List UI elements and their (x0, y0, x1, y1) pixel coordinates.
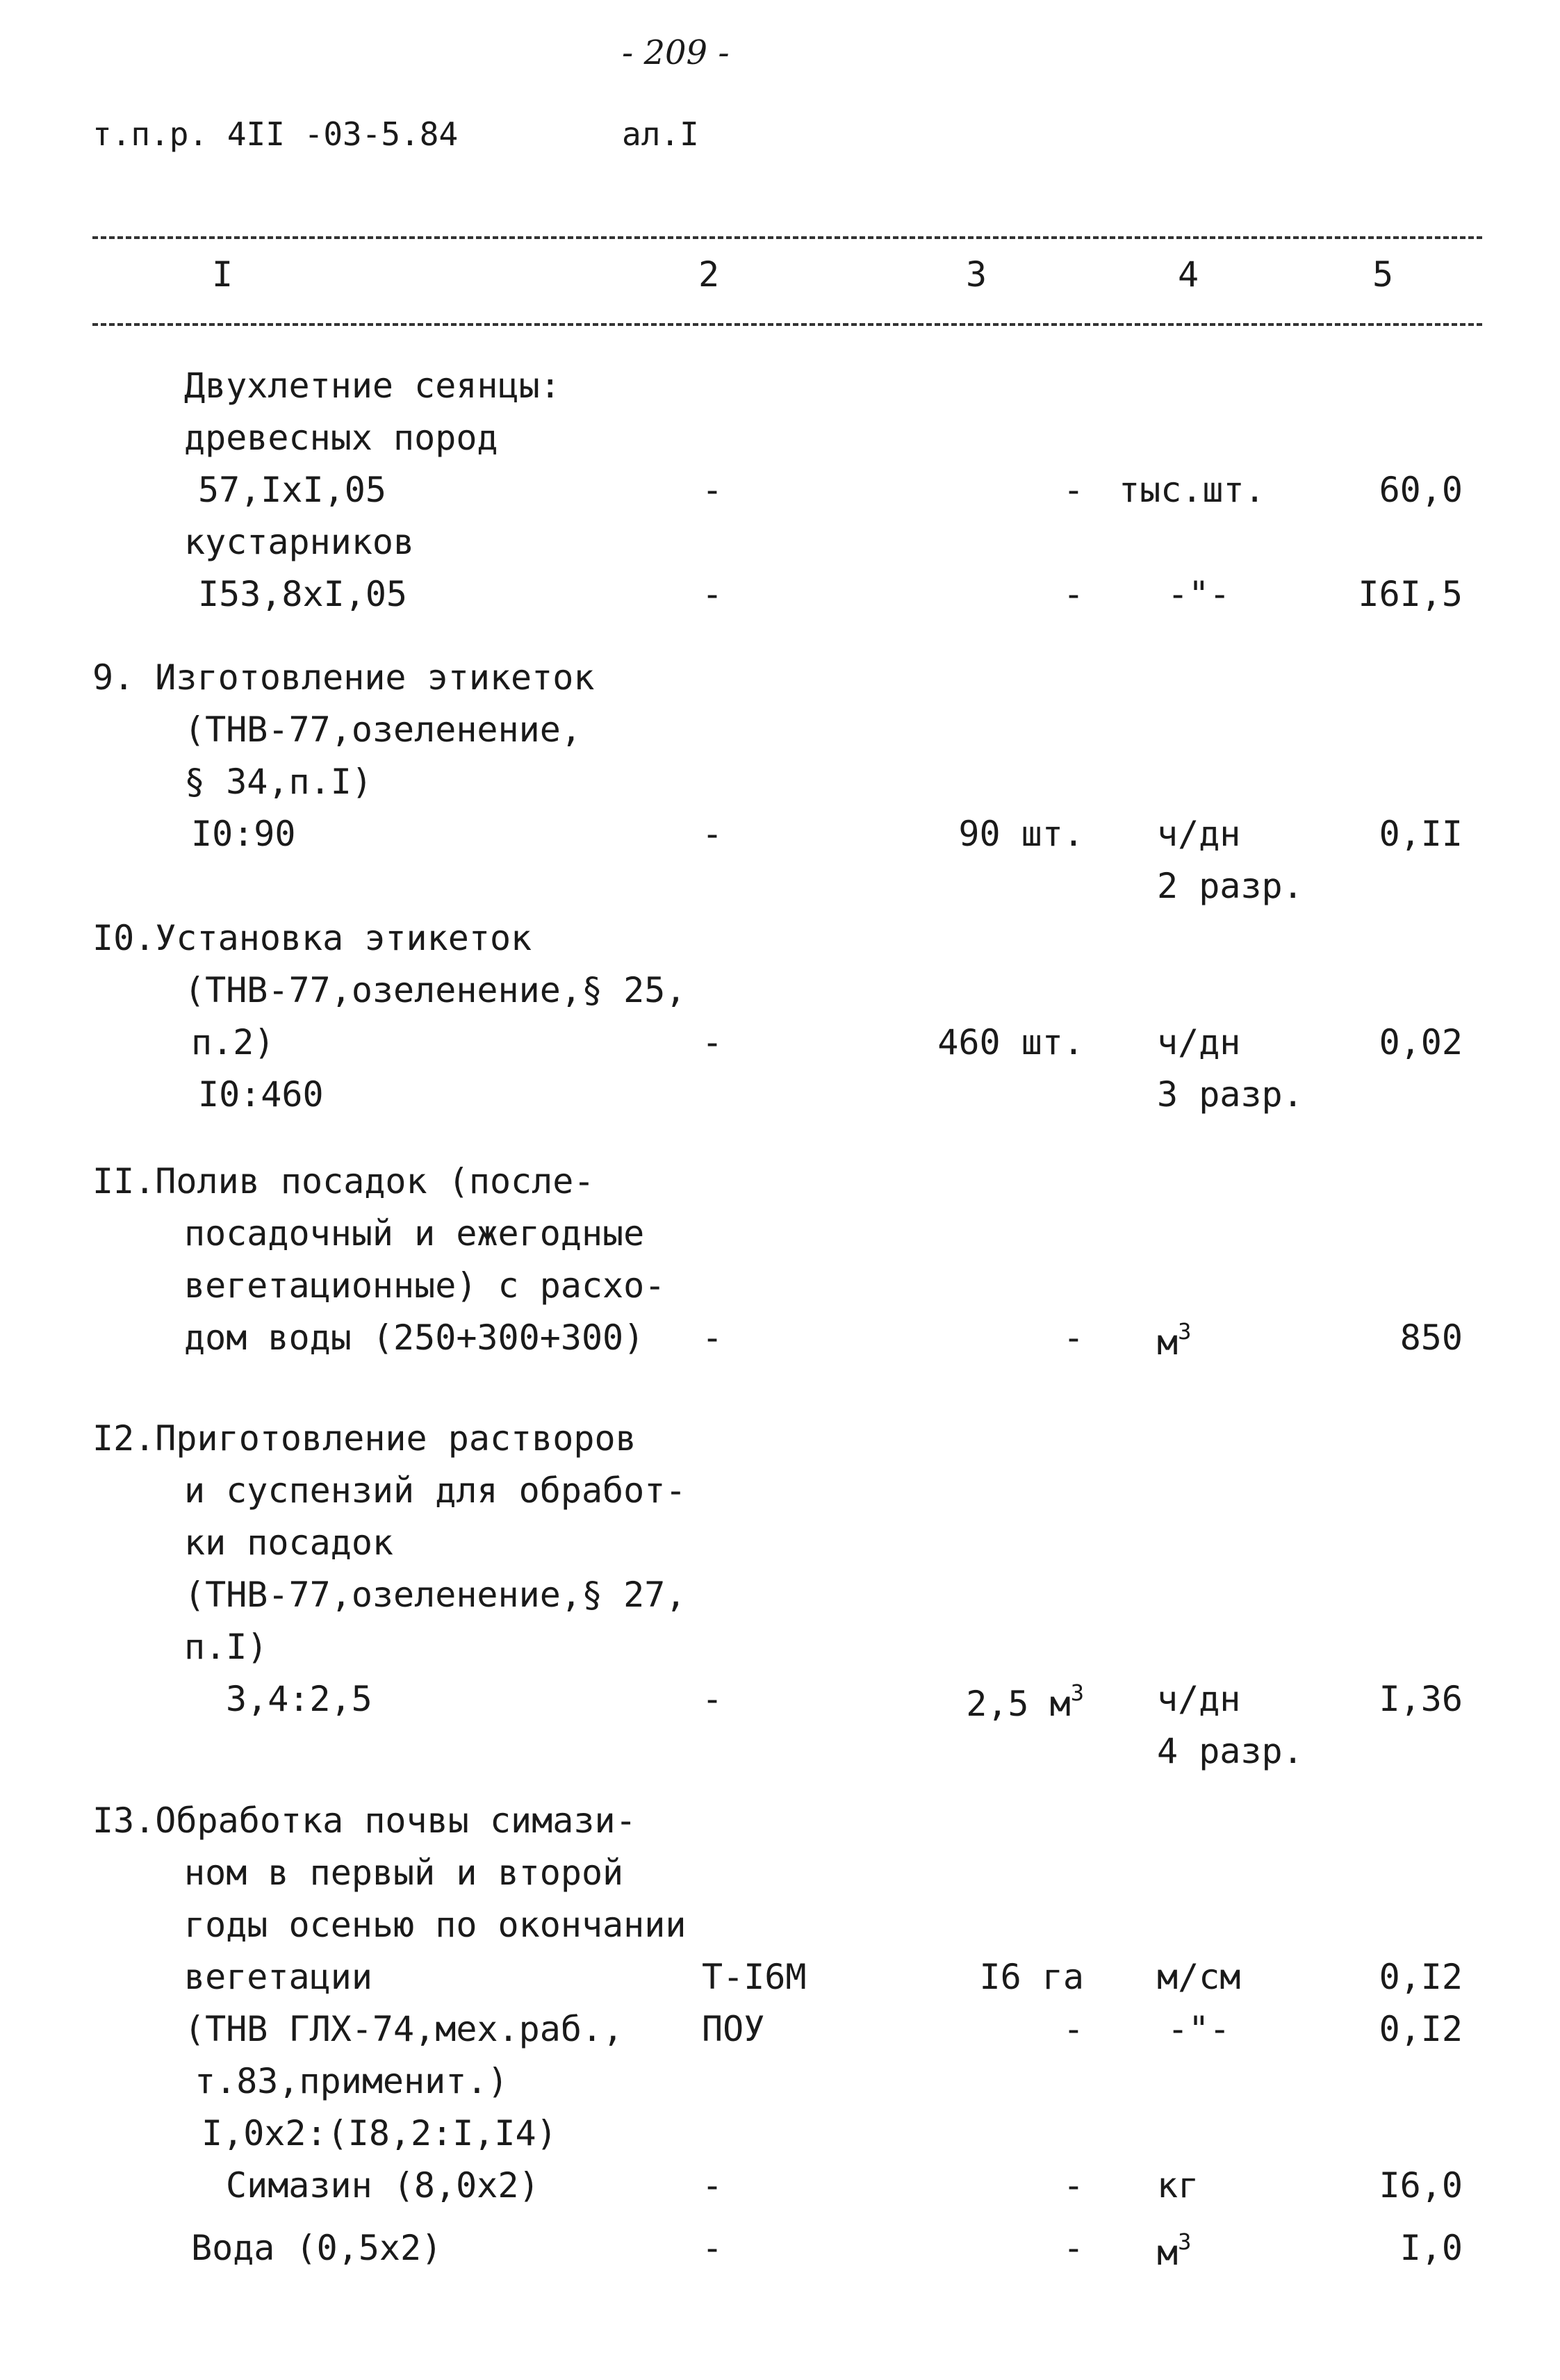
row-quantity: 0,I2 (1379, 2009, 1463, 2049)
row-description: I0.Установка этикеток (92, 918, 532, 958)
row-description: 57,IxI,05 (198, 470, 386, 510)
column-header-3: 3 (966, 254, 987, 295)
row-volume: I6 га (979, 1957, 1084, 1997)
row-equipment: - (702, 2165, 723, 2206)
sheet-label: ал.I (622, 115, 699, 153)
row-unit: $м^3$ (1157, 2229, 1192, 2273)
row-description: 3,4:2,5 (226, 1679, 372, 1719)
row-volume: - (1062, 2228, 1084, 2268)
row-volume: - (1062, 574, 1084, 614)
page-number: - 209 - (622, 33, 730, 72)
row-description: I0:90 (191, 814, 296, 854)
row-unit: 2 разр. (1157, 866, 1304, 906)
column-header-4: 4 (1178, 254, 1199, 295)
row-quantity: I,36 (1379, 1679, 1463, 1719)
row-description: посадочный и ежегодные (184, 1213, 645, 1254)
row-equipment: ПОУ (702, 2009, 765, 2049)
row-quantity: I6I,5 (1358, 574, 1463, 614)
row-description: (ТНВ ГЛХ-74,мех.раб., (184, 2009, 624, 2049)
row-volume: - (1062, 1318, 1084, 1358)
row-equipment: - (702, 2228, 723, 2268)
row-quantity: 60,0 (1379, 470, 1463, 510)
row-equipment: - (702, 814, 723, 854)
row-unit: $м^3$ (1157, 1318, 1192, 1363)
row-volume: 90 шт. (958, 814, 1084, 854)
row-unit: ч/дн (1157, 1679, 1241, 1719)
row-description: Двухлетние сеянцы: (184, 366, 561, 406)
row-description: п.I) (184, 1627, 268, 1667)
row-equipment: - (702, 1318, 723, 1358)
row-quantity: I,0 (1399, 2228, 1463, 2268)
row-quantity: 0,02 (1379, 1022, 1463, 1062)
header-top-rule (92, 236, 1482, 239)
row-description: кустарников (184, 522, 415, 562)
column-header-5: 5 (1372, 254, 1394, 295)
row-equipment: - (702, 574, 723, 614)
superscript: 3 (1070, 1680, 1084, 1706)
row-description: § 34,п.I) (184, 762, 372, 802)
row-description: 9. Изготовление этикеток (92, 657, 595, 698)
row-equipment: - (702, 1022, 723, 1062)
row-quantity: I6,0 (1379, 2165, 1463, 2206)
row-description: т.83,применит.) (195, 2061, 509, 2101)
row-quantity: 0,I2 (1379, 1957, 1463, 1997)
row-description: I2.Приготовление растворов (92, 1418, 637, 1459)
superscript: 3 (1178, 2229, 1192, 2255)
row-unit: тыс.шт. (1119, 470, 1265, 510)
row-description: Вода (0,5x2) (191, 2228, 443, 2268)
row-description: годы осенью по окончании (184, 1905, 687, 1945)
row-description: вегетационные) с расхо- (184, 1265, 666, 1306)
row-description: ки посадок (184, 1523, 394, 1563)
row-quantity: 850 (1399, 1318, 1463, 1358)
row-equipment: Т-I6М (702, 1957, 807, 1997)
row-description: I3.Обработка почвы симази- (92, 1800, 637, 1841)
row-description: I0:460 (198, 1074, 324, 1115)
row-equipment: - (702, 1679, 723, 1719)
row-description: (ТНВ-77,озеленение,§ 25, (184, 970, 687, 1010)
row-volume: - (1062, 2165, 1084, 2206)
row-description: древесных пород (184, 418, 498, 458)
row-description: п.2) (191, 1022, 275, 1062)
column-header-1: I (212, 254, 233, 295)
row-description: I53,8xI,05 (198, 574, 408, 614)
header-bottom-rule (92, 323, 1482, 326)
row-volume: 2,5 $м^3$ (966, 1680, 1084, 1724)
row-description: II.Полив посадок (после- (92, 1161, 595, 1201)
row-volume: 460 шт. (937, 1022, 1084, 1062)
row-unit: ч/дн (1157, 1022, 1241, 1062)
row-unit: кг (1157, 2165, 1199, 2206)
row-description: (ТНВ-77,озеленение, (184, 709, 582, 750)
superscript: 3 (1178, 1318, 1192, 1345)
row-description: ном в первый и второй (184, 1853, 624, 1893)
row-unit: -"- (1167, 574, 1231, 614)
row-description: I,0x2:(I8,2:I,I4) (202, 2113, 557, 2153)
row-equipment: - (702, 470, 723, 510)
document-reference: т.п.р. 4II -03-5.84 (92, 115, 459, 153)
row-description: (ТНВ-77,озеленение,§ 27, (184, 1575, 687, 1615)
row-description: дом воды (250+300+300) (184, 1318, 645, 1358)
row-description: вегетации (184, 1957, 372, 1997)
row-unit: -"- (1167, 2009, 1231, 2049)
row-quantity: 0,II (1379, 814, 1463, 854)
column-header-2: 2 (698, 254, 720, 295)
row-unit: 3 разр. (1157, 1074, 1304, 1115)
row-unit: м/см (1157, 1957, 1241, 1997)
row-volume: - (1062, 470, 1084, 510)
row-unit: 4 разр. (1157, 1731, 1304, 1771)
row-description: и суспензий для обработ- (184, 1470, 687, 1511)
row-unit: ч/дн (1157, 814, 1241, 854)
row-volume: - (1062, 2009, 1084, 2049)
row-description: Симазин (8,0x2) (226, 2165, 540, 2206)
